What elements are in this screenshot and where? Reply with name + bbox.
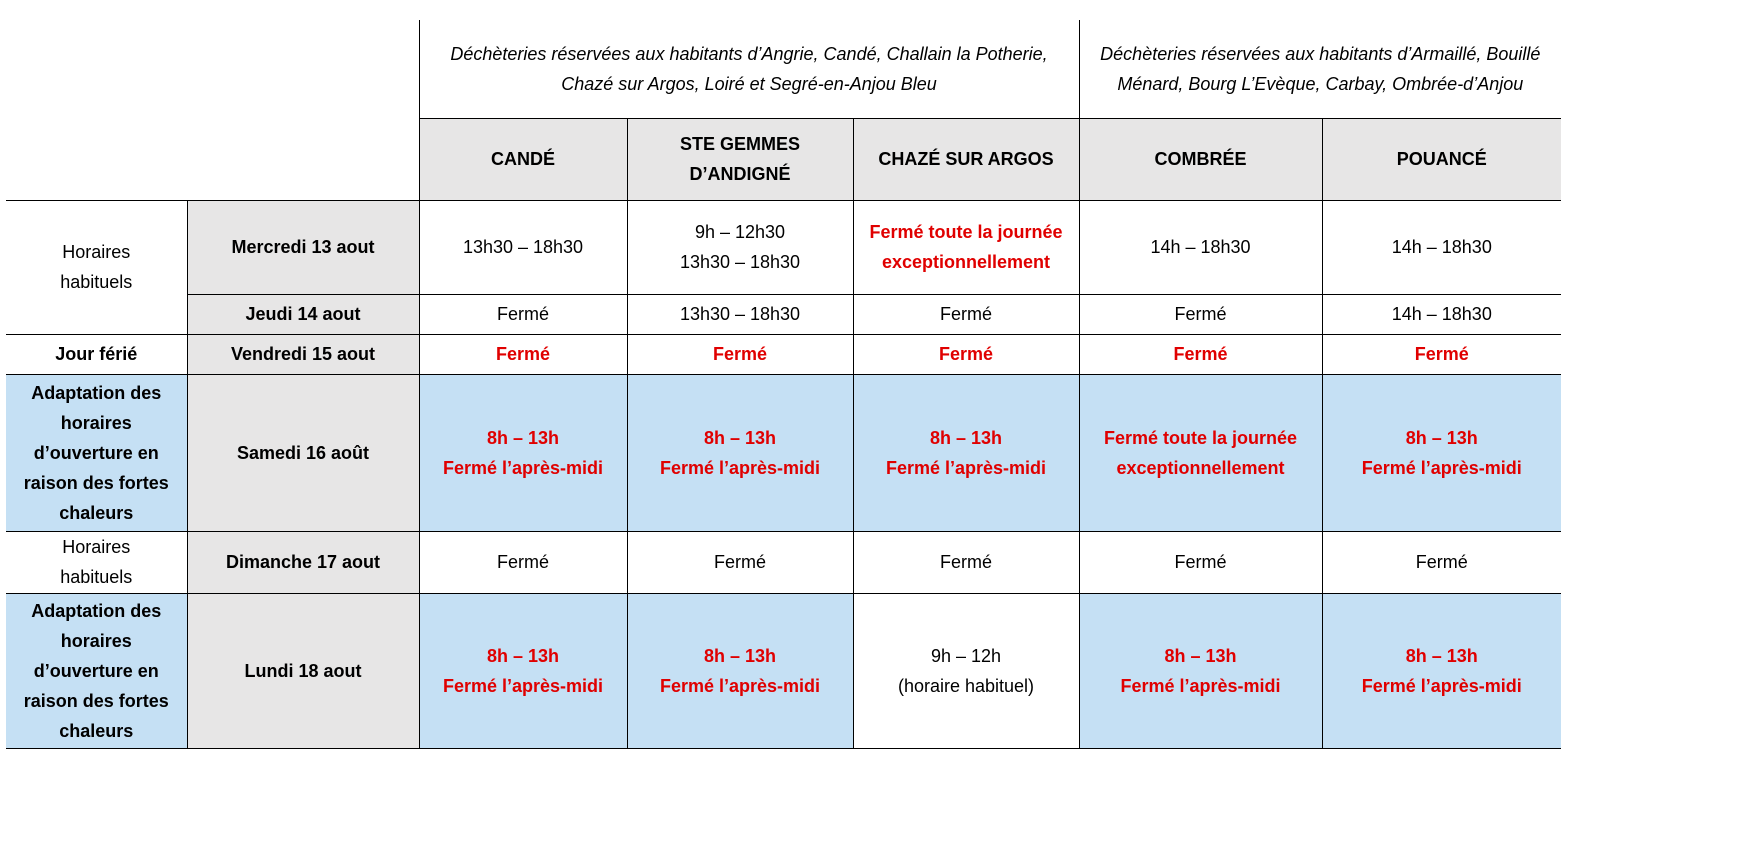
schedule-cell-adapted	[853, 374, 1079, 531]
region-header-1: Déchèteries réservées aux habitants d’Angrie, Candé, Challain la Potherie, Chazé sur Argos, Loiré et Segré-en-Anjou Bleu	[419, 20, 1079, 118]
schedule-line: 13h30 – 18h30	[679, 252, 801, 272]
schedule-line: Fermé l’après-midi	[442, 675, 604, 696]
schedule-cell-closed: Fermé toute la journée exceptionnellement	[853, 200, 1079, 294]
schedule-line: Fermé l’après-midi	[1120, 675, 1281, 696]
schedule-cell: Fermé	[853, 294, 1079, 334]
schedule-cell: Fermé	[419, 294, 627, 334]
schedule-line: (horaire habituel)	[897, 675, 1035, 696]
site-header-ste-gemmes: STE GEMMES D’ANDIGNÉ	[627, 118, 853, 200]
site-header-cande: CANDÉ	[419, 118, 627, 200]
schedule-line: 9h – 12h30	[694, 222, 786, 242]
schedule-line: 8h – 13h	[1164, 645, 1237, 666]
schedule-cell: 13h30 – 18h30	[419, 200, 627, 294]
schedule-line: Fermé toute la journée	[1104, 427, 1298, 448]
schedule-line: 8h – 13h	[703, 427, 777, 448]
schedule-line: Fermé l’après-midi	[659, 675, 821, 696]
schedule-cell-adapted	[1322, 593, 1561, 748]
category-adaptation: Adaptation des horaires d’ouverture en raison des fortes chaleurs	[6, 374, 187, 531]
schedule-cell: Fermé	[419, 531, 627, 593]
schedule-line: 8h – 13h	[1405, 645, 1478, 666]
schedule-line: Fermé l’après-midi	[1361, 675, 1522, 696]
schedule-cell	[853, 593, 1079, 748]
schedule-line: 9h – 12h	[930, 645, 1002, 666]
site-header-pouance: POUANCÉ	[1322, 118, 1561, 200]
day-label: Jeudi 14 aout	[187, 294, 419, 334]
schedule-cell-adapted	[1322, 374, 1561, 531]
schedule-cell: Fermé	[627, 531, 853, 593]
schedule-line: 8h – 13h	[703, 645, 777, 666]
region-header-2: Déchèteries réservées aux habitants d’Armaillé, Bouillé Ménard, Bourg L’Evèque, Carbay, Ombrée-d’Anjou	[1079, 20, 1561, 118]
schedule-cell: 13h30 – 18h30	[627, 294, 853, 334]
day-label: Samedi 16 août	[187, 374, 419, 531]
schedule-cell: 14h – 18h30	[1322, 200, 1561, 294]
schedule-line: Fermé l’après-midi	[885, 457, 1047, 478]
schedule-line: 8h – 13h	[486, 645, 560, 666]
schedule-cell-closed: Fermé	[1322, 334, 1561, 374]
schedule-cell-adapted	[1079, 374, 1322, 531]
schedule-cell-adapted	[627, 374, 853, 531]
schedule-cell: 14h – 18h30	[1322, 294, 1561, 334]
schedule-line: 8h – 13h	[486, 427, 560, 448]
category-habituels: Horaires habituels	[6, 531, 187, 593]
schedule-cell	[627, 200, 853, 294]
day-label: Mercredi 13 aout	[187, 200, 419, 294]
schedule-cell-closed: Fermé	[1079, 334, 1322, 374]
schedule-line: Fermé l’après-midi	[1361, 457, 1522, 478]
schedule-line: 8h – 13h	[929, 427, 1003, 448]
day-label: Lundi 18 aout	[187, 593, 419, 748]
empty-corner	[6, 20, 419, 118]
schedule-cell: Fermé	[1079, 294, 1322, 334]
schedule-line: 8h – 13h	[1405, 427, 1478, 448]
schedule-cell-adapted	[419, 374, 627, 531]
schedule-line: Fermé l’après-midi	[442, 457, 604, 478]
schedule-cell: Fermé	[1322, 531, 1561, 593]
schedule-line: Fermé l’après-midi	[659, 457, 821, 478]
schedule-cell-closed: Fermé	[627, 334, 853, 374]
schedule-cell-adapted	[627, 593, 853, 748]
day-label: Vendredi 15 aout	[187, 334, 419, 374]
category-habituels: Horaires habituels	[6, 200, 187, 334]
schedule-cell-adapted	[419, 593, 627, 748]
category-ferie: Jour férié	[6, 334, 187, 374]
day-label: Dimanche 17 aout	[187, 531, 419, 593]
category-adaptation: Adaptation des horaires d’ouverture en raison des fortes chaleurs	[6, 593, 187, 748]
empty-corner-2	[6, 118, 419, 200]
schedule-cell: 14h – 18h30	[1079, 200, 1322, 294]
schedule-table	[6, 20, 1561, 749]
site-header-chaze: CHAZÉ SUR ARGOS	[853, 118, 1079, 200]
schedule-cell-closed: Fermé	[853, 334, 1079, 374]
schedule-cell-adapted	[1079, 593, 1322, 748]
schedule-cell: Fermé	[1079, 531, 1322, 593]
schedule-cell: Fermé	[853, 531, 1079, 593]
site-header-combree: COMBRÉE	[1079, 118, 1322, 200]
schedule-line: exceptionnellement	[1116, 457, 1285, 478]
schedule-cell-closed: Fermé	[419, 334, 627, 374]
